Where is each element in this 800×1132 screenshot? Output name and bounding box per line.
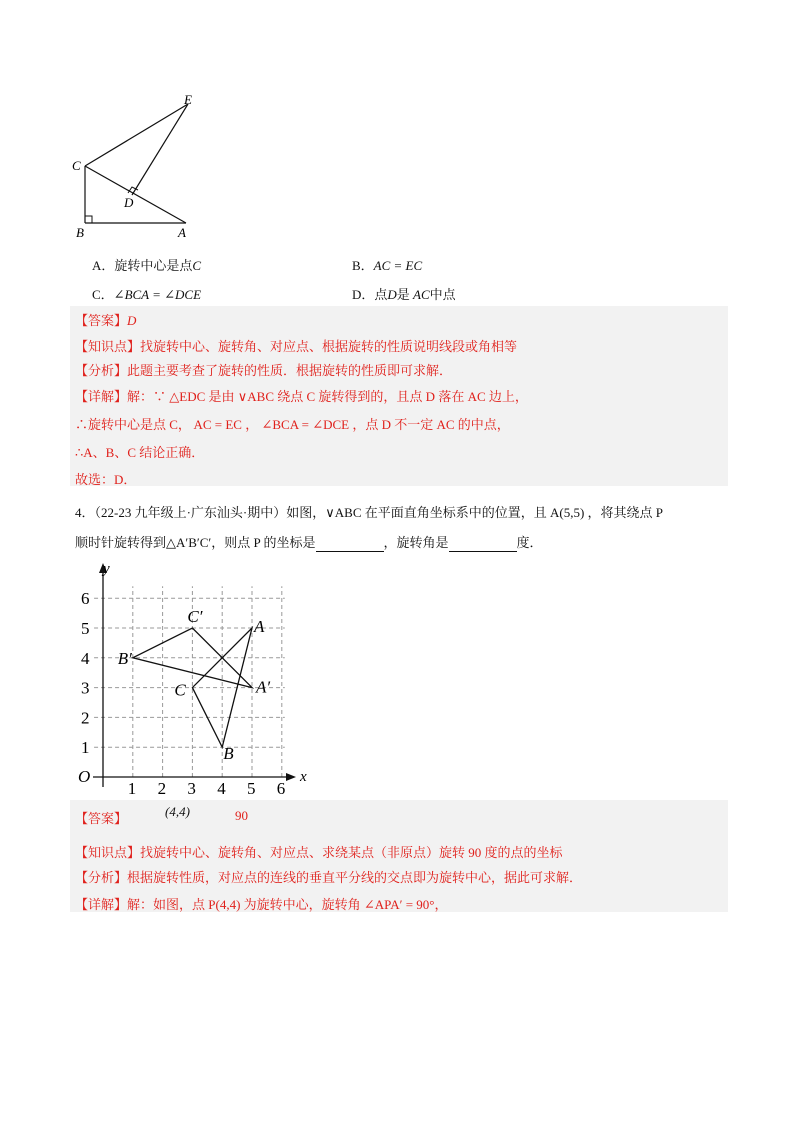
label-B: B [223, 744, 234, 764]
x-axis-arrow [286, 773, 296, 781]
label-C: C [72, 158, 81, 173]
q4-stem-2b: ，旋转角是 [383, 535, 449, 550]
q4-line-1 [75, 502, 663, 521]
option-d-tail: 中点 [429, 287, 456, 302]
label-A: A [178, 225, 186, 240]
option-d [352, 284, 456, 303]
option-a-var: C [192, 258, 202, 273]
y-tick-label: 6 [81, 589, 90, 609]
answer-coordinate: (4,4) [165, 804, 190, 819]
q3-analysis-line [75, 360, 452, 379]
q4-line-2 [75, 532, 543, 552]
option-b-expr: AC = EC [373, 258, 423, 273]
y-tick-label: 1 [81, 738, 90, 758]
q4-analysis-line [75, 867, 582, 886]
y-tick-label: 4 [81, 648, 90, 668]
option-a-label: A．旋转中心是点 [92, 258, 193, 273]
answer-tag: 【答案】 [75, 313, 128, 328]
knowledge-text: 找旋转中心、旋转角、对应点、根据旋转的性质说明线段或角相等 [140, 339, 518, 354]
x-tick-label: 1 [127, 779, 137, 795]
q3-detail-line-3: ∴A、B、C 结论正确． [75, 445, 205, 460]
detail-tag: 【详解】 [75, 389, 128, 404]
x-tick-label: 6 [276, 779, 286, 795]
q4-knowledge-line [75, 842, 563, 861]
option-a [92, 255, 201, 274]
y-tick-label: 2 [81, 708, 90, 728]
answer-blank-angle[interactable] [449, 535, 517, 552]
answer-value: D [127, 313, 137, 328]
q4-answer-line [75, 804, 248, 827]
analysis-tag: 【分析】 [75, 363, 128, 378]
x-tick-label: 4 [217, 779, 226, 795]
right-angle-mark-B [85, 216, 92, 223]
segment-CA [85, 166, 186, 223]
x-axis-label: x [300, 769, 307, 785]
option-c [92, 284, 201, 303]
label-A-prime: A′ [256, 677, 271, 697]
option-d-var: D [387, 287, 397, 302]
label-E: E [184, 92, 192, 107]
q3-knowledge-line [75, 336, 517, 355]
q4-number: 4． [75, 505, 95, 520]
label-C: C [174, 680, 186, 700]
analysis-tag: 【分析】 [75, 870, 128, 885]
knowledge-tag: 【知识点】 [75, 339, 141, 354]
q3-detail-line-4: 故选：D． [75, 472, 137, 487]
y-tick-label: 5 [81, 619, 90, 638]
label-A: A [254, 617, 265, 636]
label-B-prime: B′ [117, 648, 132, 668]
analysis-text: 根据旋转性质，对应点的连线的垂直平分线的交点即为旋转中心，据此可求解． [127, 870, 583, 885]
label-D: D [124, 195, 134, 210]
segment-ED [132, 104, 188, 195]
q4-detail-line [75, 894, 447, 913]
option-c-expr: ∠BCA = ∠DCE [113, 287, 202, 302]
knowledge-tag: 【知识点】 [75, 845, 141, 860]
option-b [352, 255, 422, 274]
rotation-figure-1 [70, 92, 200, 242]
label-B: B [76, 225, 84, 240]
x-tick-label: 2 [157, 779, 167, 795]
option-d-label: D．点 [352, 287, 388, 302]
origin-label: O [78, 767, 91, 786]
q4-stem-2c: 度． [516, 535, 543, 550]
q3-detail-line-1 [75, 386, 528, 405]
segment-CE [85, 104, 188, 166]
answer-blank-coordinate[interactable] [316, 535, 384, 552]
q4-stem-1: （22-23 九年级上·广东汕头·期中）如图，∨ABC 在平面直角坐标系中的位置，且 A(5,5) ，将其绕点 P [94, 505, 664, 520]
analysis-text: 此题主要考查了旋转的性质．根据旋转的性质即可求解． [127, 363, 453, 378]
detail-tag: 【详解】 [75, 897, 128, 912]
answer-angle: 90 [235, 808, 248, 823]
label-C-prime: C′ [187, 607, 203, 626]
x-tick-label: 3 [187, 779, 196, 795]
answer-tag: 【答案】 [75, 811, 128, 826]
option-d-expr: AC [413, 287, 430, 302]
q4-stem-2a: 顺时针旋转得到△A′B′C′，则点 P 的坐标是 [75, 535, 316, 550]
y-tick-label: 3 [81, 678, 90, 698]
option-b-label: B． [352, 258, 374, 273]
option-d-mid: 是 [396, 287, 410, 302]
detail-text: 解：如图，点 P(4,4) 为旋转中心，旋转角 ∠APA′ = 90°， [127, 897, 448, 912]
coordinate-grid-figure [70, 555, 310, 795]
knowledge-text: 找旋转中心、旋转角、对应点、求绕某点（非原点）旋转 90 度的点的坐标 [140, 845, 563, 860]
option-c-label: C． [92, 287, 114, 302]
q3-detail-line-2: ∴旋转中心是点 C， AC = EC ， ∠BCA = ∠DCE ，点 D 不一定 AC 的中点， [75, 417, 510, 432]
y-axis-label: y [103, 561, 110, 577]
detail-line-1: 解：∵ △EDC 是由 ∨ABC 绕点 C 旋转得到的，且点 D 落在 AC 边上， [127, 389, 528, 404]
x-tick-label: 5 [247, 779, 256, 795]
q3-answer-line [75, 310, 136, 329]
